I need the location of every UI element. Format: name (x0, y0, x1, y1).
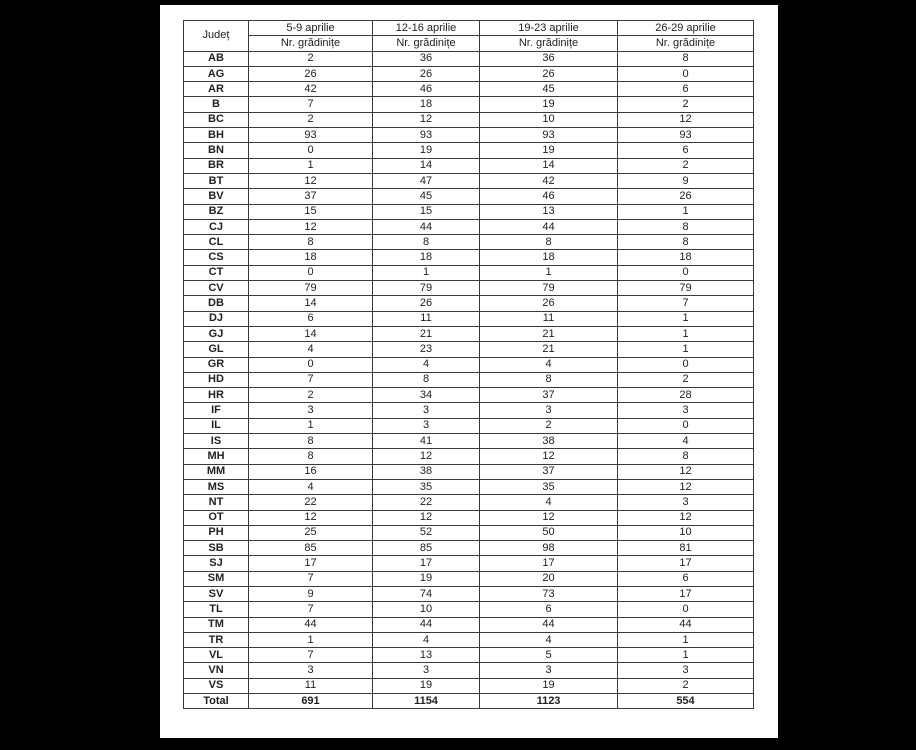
count-cell: 14 (373, 158, 480, 173)
table-row (184, 510, 754, 525)
count-cell: 1 (249, 158, 373, 173)
count-cell: 12 (618, 112, 754, 127)
count-cell: 79 (249, 281, 373, 296)
count-cell: 37 (480, 388, 618, 403)
count-cell: 1 (373, 265, 480, 280)
table-row (184, 434, 754, 449)
count-cell: 0 (618, 602, 754, 617)
count-cell: 93 (373, 128, 480, 143)
count-cell: 85 (249, 541, 373, 556)
table-row (184, 602, 754, 617)
count-cell: 4 (480, 632, 618, 647)
count-cell: 11 (249, 678, 373, 693)
table-row (184, 449, 754, 464)
count-cell: 14 (249, 296, 373, 311)
count-cell: 44 (480, 219, 618, 234)
table-row (184, 342, 754, 357)
count-cell: 1 (618, 204, 754, 219)
table-row (184, 403, 754, 418)
count-cell: 1 (618, 648, 754, 663)
count-cell: 19 (373, 571, 480, 586)
count-cell: 2 (618, 678, 754, 693)
judet-header: Județ (184, 21, 249, 52)
count-cell: 12 (249, 173, 373, 188)
count-cell: 34 (373, 388, 480, 403)
count-cell: 22 (373, 495, 480, 510)
count-cell: 37 (480, 464, 618, 479)
count-cell: 3 (249, 663, 373, 678)
total-cell: 1123 (480, 694, 618, 709)
count-cell: 7 (249, 648, 373, 663)
count-cell: 1 (480, 265, 618, 280)
count-cell: 12 (249, 510, 373, 525)
total-label: Total (184, 694, 249, 709)
table-row (184, 326, 754, 341)
count-cell: 98 (480, 541, 618, 556)
count-cell: 17 (618, 586, 754, 601)
count-cell: 18 (480, 250, 618, 265)
count-cell: 11 (480, 311, 618, 326)
county-code: DJ (184, 311, 249, 326)
county-code: TR (184, 632, 249, 647)
table-row (184, 296, 754, 311)
county-code: MH (184, 449, 249, 464)
count-cell: 13 (480, 204, 618, 219)
count-cell: 44 (618, 617, 754, 632)
count-cell: 45 (373, 189, 480, 204)
count-cell: 44 (249, 617, 373, 632)
count-cell: 3 (373, 663, 480, 678)
count-cell: 12 (480, 449, 618, 464)
count-cell: 81 (618, 541, 754, 556)
county-code: BC (184, 112, 249, 127)
table-row (184, 112, 754, 127)
county-code: TL (184, 602, 249, 617)
count-cell: 0 (618, 265, 754, 280)
count-cell: 26 (373, 66, 480, 81)
count-cell: 3 (618, 663, 754, 678)
count-cell: 74 (373, 586, 480, 601)
table-row (184, 158, 754, 173)
count-cell: 93 (618, 128, 754, 143)
count-cell: 19 (480, 678, 618, 693)
count-cell: 42 (480, 173, 618, 188)
count-cell: 1 (618, 632, 754, 647)
table-row (184, 51, 754, 66)
table-row (184, 189, 754, 204)
count-cell: 3 (618, 495, 754, 510)
count-cell: 12 (373, 510, 480, 525)
count-cell: 23 (373, 342, 480, 357)
count-cell: 15 (249, 204, 373, 219)
table-row (184, 204, 754, 219)
count-cell: 2 (480, 418, 618, 433)
count-cell: 6 (480, 602, 618, 617)
count-cell: 1 (249, 632, 373, 647)
count-cell: 44 (373, 617, 480, 632)
count-cell: 3 (249, 403, 373, 418)
county-code: SJ (184, 556, 249, 571)
count-cell: 4 (249, 479, 373, 494)
county-code: GL (184, 342, 249, 357)
county-code: SB (184, 541, 249, 556)
count-cell: 26 (373, 296, 480, 311)
count-cell: 17 (618, 556, 754, 571)
county-code: AR (184, 82, 249, 97)
table-row (184, 311, 754, 326)
county-code: GR (184, 357, 249, 372)
count-cell: 36 (373, 51, 480, 66)
table-row (184, 250, 754, 265)
county-code: MM (184, 464, 249, 479)
total-row (184, 694, 754, 709)
count-cell: 0 (249, 143, 373, 158)
count-cell: 44 (373, 219, 480, 234)
count-cell: 6 (618, 82, 754, 97)
count-cell: 20 (480, 571, 618, 586)
count-cell: 2 (618, 372, 754, 387)
count-cell: 5 (480, 648, 618, 663)
count-cell: 73 (480, 586, 618, 601)
count-cell: 79 (618, 281, 754, 296)
count-cell: 26 (480, 66, 618, 81)
period-header: 12-16 aprilie (373, 21, 480, 36)
count-cell: 12 (618, 479, 754, 494)
count-cell: 10 (373, 602, 480, 617)
table-row (184, 281, 754, 296)
count-cell: 12 (373, 112, 480, 127)
table-row (184, 495, 754, 510)
count-cell: 41 (373, 434, 480, 449)
county-code: OT (184, 510, 249, 525)
county-code: AG (184, 66, 249, 81)
count-cell: 12 (618, 464, 754, 479)
county-code: VN (184, 663, 249, 678)
total-cell: 691 (249, 694, 373, 709)
count-cell: 8 (618, 235, 754, 250)
header-row-subheader (184, 36, 754, 51)
count-cell: 1 (618, 326, 754, 341)
count-cell: 22 (249, 495, 373, 510)
count-cell: 38 (480, 434, 618, 449)
count-cell: 18 (618, 250, 754, 265)
count-cell: 7 (249, 602, 373, 617)
count-cell: 12 (249, 219, 373, 234)
header-row-periods (184, 21, 754, 36)
count-cell: 1 (618, 342, 754, 357)
county-code: IS (184, 434, 249, 449)
county-code: CS (184, 250, 249, 265)
count-cell: 3 (480, 663, 618, 678)
table-row (184, 265, 754, 280)
table-row (184, 648, 754, 663)
count-cell: 0 (618, 66, 754, 81)
count-cell: 2 (618, 97, 754, 112)
count-cell: 12 (480, 510, 618, 525)
count-cell: 93 (480, 128, 618, 143)
count-cell: 93 (249, 128, 373, 143)
table-row (184, 663, 754, 678)
county-code: SM (184, 571, 249, 586)
count-cell: 4 (249, 342, 373, 357)
county-code: B (184, 97, 249, 112)
count-cell: 52 (373, 525, 480, 540)
count-cell: 21 (480, 342, 618, 357)
count-cell: 18 (373, 250, 480, 265)
county-code: CT (184, 265, 249, 280)
count-cell: 19 (373, 678, 480, 693)
county-code: TM (184, 617, 249, 632)
count-cell: 1 (618, 311, 754, 326)
county-code: IL (184, 418, 249, 433)
count-cell: 18 (249, 250, 373, 265)
count-cell: 16 (249, 464, 373, 479)
count-cell: 14 (480, 158, 618, 173)
count-subheader: Nr. grădinițe (618, 36, 754, 51)
count-cell: 3 (373, 418, 480, 433)
count-cell: 12 (373, 449, 480, 464)
table-row (184, 388, 754, 403)
count-cell: 45 (480, 82, 618, 97)
count-cell: 26 (618, 189, 754, 204)
count-cell: 8 (480, 235, 618, 250)
count-cell: 0 (249, 265, 373, 280)
count-cell: 1 (249, 418, 373, 433)
count-cell: 37 (249, 189, 373, 204)
count-cell: 46 (480, 189, 618, 204)
county-code: VS (184, 678, 249, 693)
count-cell: 79 (373, 281, 480, 296)
table-row (184, 219, 754, 234)
count-cell: 6 (249, 311, 373, 326)
count-cell: 0 (249, 357, 373, 372)
count-cell: 7 (249, 372, 373, 387)
count-cell: 2 (249, 112, 373, 127)
count-cell: 3 (373, 403, 480, 418)
count-cell: 42 (249, 82, 373, 97)
count-cell: 47 (373, 173, 480, 188)
count-cell: 12 (618, 510, 754, 525)
count-cell: 6 (618, 571, 754, 586)
count-cell: 44 (480, 617, 618, 632)
county-code: VL (184, 648, 249, 663)
count-cell: 36 (480, 51, 618, 66)
county-code: BR (184, 158, 249, 173)
period-header: 5-9 aprilie (249, 21, 373, 36)
table-row (184, 571, 754, 586)
county-code: PH (184, 525, 249, 540)
county-code: AB (184, 51, 249, 66)
count-cell: 4 (480, 357, 618, 372)
county-code: BZ (184, 204, 249, 219)
county-code: CL (184, 235, 249, 250)
count-cell: 2 (249, 388, 373, 403)
table-row (184, 372, 754, 387)
count-cell: 9 (618, 173, 754, 188)
count-cell: 3 (480, 403, 618, 418)
count-cell: 17 (249, 556, 373, 571)
county-code: BN (184, 143, 249, 158)
table-row (184, 678, 754, 693)
county-code: BH (184, 128, 249, 143)
table-row (184, 418, 754, 433)
county-code: HD (184, 372, 249, 387)
count-subheader: Nr. grădinițe (249, 36, 373, 51)
count-cell: 6 (618, 143, 754, 158)
count-cell: 19 (480, 143, 618, 158)
count-cell: 7 (618, 296, 754, 311)
count-cell: 8 (249, 434, 373, 449)
county-code: CV (184, 281, 249, 296)
table-row (184, 525, 754, 540)
count-cell: 3 (618, 403, 754, 418)
count-cell: 8 (618, 51, 754, 66)
table-row (184, 556, 754, 571)
count-subheader: Nr. grădinițe (373, 36, 480, 51)
count-cell: 8 (480, 372, 618, 387)
county-code: NT (184, 495, 249, 510)
count-cell: 8 (373, 372, 480, 387)
count-cell: 4 (480, 495, 618, 510)
table-row (184, 357, 754, 372)
count-cell: 15 (373, 204, 480, 219)
count-cell: 17 (480, 556, 618, 571)
count-cell: 0 (618, 418, 754, 433)
table-row (184, 97, 754, 112)
count-cell: 8 (249, 449, 373, 464)
count-cell: 17 (373, 556, 480, 571)
table-row (184, 617, 754, 632)
county-code: GJ (184, 326, 249, 341)
count-cell: 13 (373, 648, 480, 663)
count-cell: 21 (480, 326, 618, 341)
kindergarten-table (183, 20, 754, 709)
count-cell: 26 (480, 296, 618, 311)
count-cell: 14 (249, 326, 373, 341)
table-row (184, 143, 754, 158)
count-cell: 50 (480, 525, 618, 540)
count-cell: 2 (249, 51, 373, 66)
count-cell: 4 (373, 632, 480, 647)
count-cell: 4 (618, 434, 754, 449)
table-row (184, 128, 754, 143)
count-cell: 10 (480, 112, 618, 127)
count-cell: 11 (373, 311, 480, 326)
count-cell: 7 (249, 571, 373, 586)
count-cell: 0 (618, 357, 754, 372)
county-code: IF (184, 403, 249, 418)
period-header: 19-23 aprilie (480, 21, 618, 36)
county-code: MS (184, 479, 249, 494)
count-cell: 79 (480, 281, 618, 296)
table-row (184, 464, 754, 479)
count-cell: 8 (618, 449, 754, 464)
count-cell: 38 (373, 464, 480, 479)
count-cell: 21 (373, 326, 480, 341)
count-cell: 2 (618, 158, 754, 173)
county-code: BT (184, 173, 249, 188)
table-row (184, 479, 754, 494)
count-cell: 9 (249, 586, 373, 601)
county-code: DB (184, 296, 249, 311)
count-cell: 28 (618, 388, 754, 403)
table-row (184, 235, 754, 250)
table-row (184, 173, 754, 188)
count-cell: 35 (373, 479, 480, 494)
count-cell: 35 (480, 479, 618, 494)
count-cell: 8 (618, 219, 754, 234)
count-cell: 4 (373, 357, 480, 372)
count-cell: 19 (480, 97, 618, 112)
count-subheader: Nr. grădinițe (480, 36, 618, 51)
count-cell: 7 (249, 97, 373, 112)
count-cell: 25 (249, 525, 373, 540)
count-cell: 8 (249, 235, 373, 250)
table-row (184, 66, 754, 81)
county-code: BV (184, 189, 249, 204)
total-cell: 1154 (373, 694, 480, 709)
count-cell: 26 (249, 66, 373, 81)
table-row (184, 541, 754, 556)
count-cell: 10 (618, 525, 754, 540)
table-row (184, 586, 754, 601)
county-code: SV (184, 586, 249, 601)
total-cell: 554 (618, 694, 754, 709)
count-cell: 8 (373, 235, 480, 250)
count-cell: 19 (373, 143, 480, 158)
table-row (184, 632, 754, 647)
county-code: HR (184, 388, 249, 403)
count-cell: 85 (373, 541, 480, 556)
count-cell: 18 (373, 97, 480, 112)
table-row (184, 82, 754, 97)
county-code: CJ (184, 219, 249, 234)
count-cell: 46 (373, 82, 480, 97)
period-header: 26-29 aprilie (618, 21, 754, 36)
